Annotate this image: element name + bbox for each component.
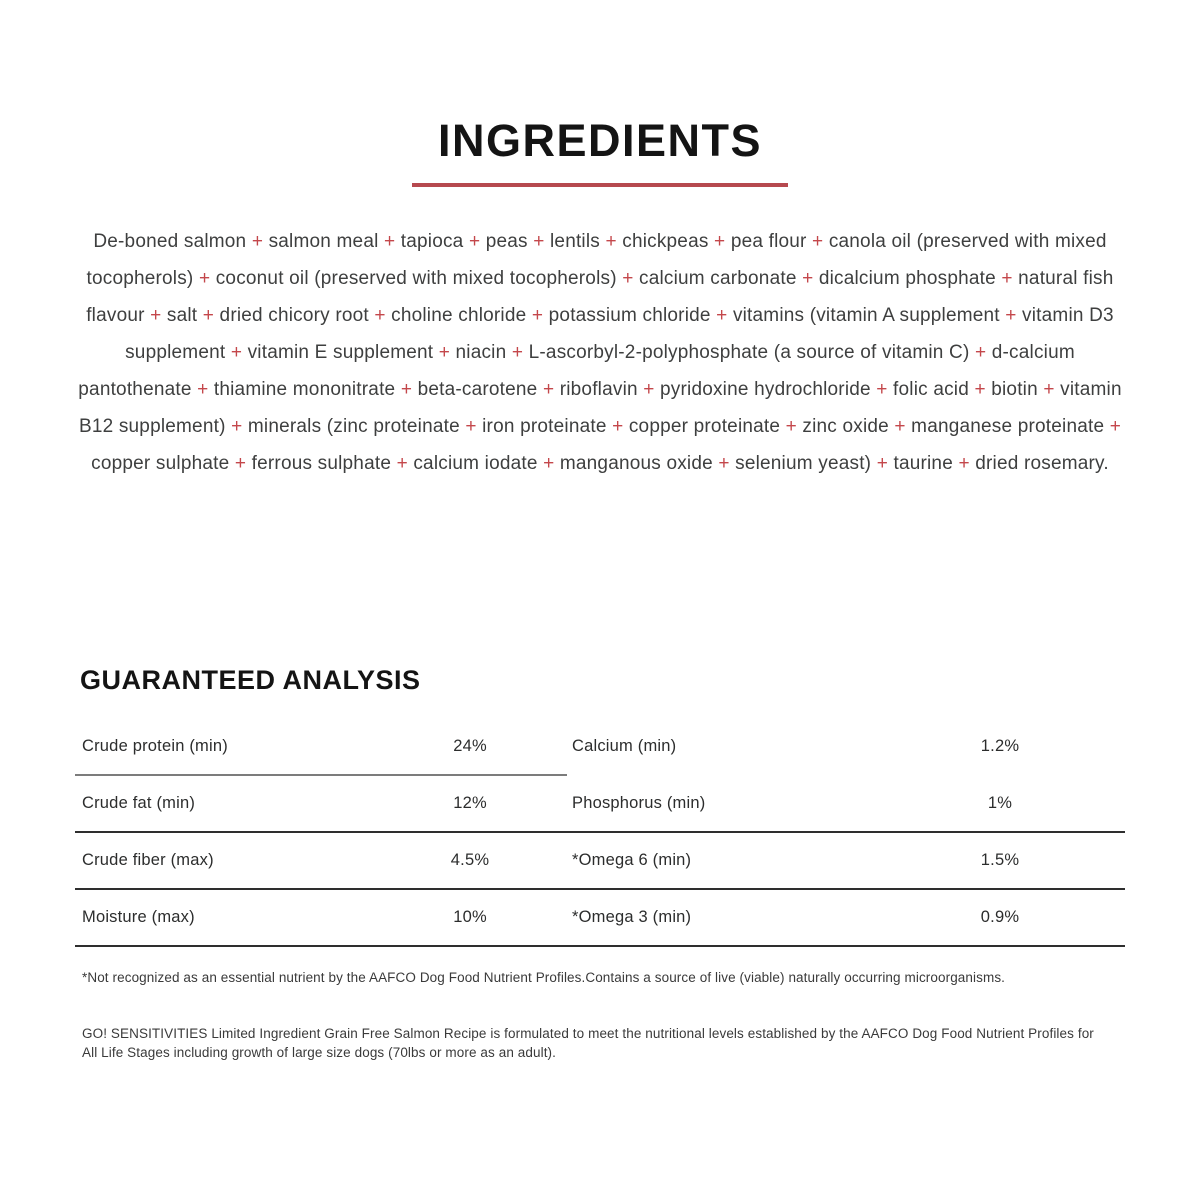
plus-separator: + [542, 379, 555, 400]
nutrient-value: 1.2% [980, 737, 1020, 755]
guaranteed-analysis-table [75, 719, 1125, 947]
plus-separator: + [1043, 379, 1055, 400]
plus-separator: + [612, 416, 624, 437]
ingredient-item: calcium carbonate [639, 268, 797, 289]
plus-separator: + [384, 231, 396, 252]
table-row [75, 719, 1125, 774]
nutrient-value: 1% [987, 794, 1013, 812]
plus-separator: + [230, 342, 243, 363]
plus-separator: + [1001, 268, 1013, 289]
plus-separator: + [622, 268, 634, 289]
ingredient-item: taurine [893, 453, 953, 474]
table-row [75, 890, 1125, 945]
plus-separator: + [438, 342, 451, 363]
table-row [75, 776, 1125, 831]
ingredient-item: chickpeas [622, 231, 709, 252]
ingredient-item: potassium chloride [548, 305, 711, 326]
ingredient-item: niacin [455, 342, 507, 363]
ingredients-title-block [0, 115, 1200, 187]
ingredient-item: thiamine mononitrate [213, 379, 396, 400]
plus-separator: + [396, 453, 408, 474]
ingredient-item: beta-carotene [417, 379, 538, 400]
plus-separator: + [643, 379, 655, 400]
ingredients-paragraph [78, 223, 1122, 482]
ingredient-item: calcium iodate [413, 453, 538, 474]
plus-separator: + [531, 305, 544, 326]
nutrient-label: Crude protein (min) [82, 737, 228, 755]
ingredient-item: De-boned salmon [93, 231, 247, 252]
nutrient-value: 12% [453, 794, 487, 812]
plus-separator: + [251, 231, 264, 252]
nutrient-value: 24% [453, 737, 487, 755]
nutrient-label: Phosphorus (min) [572, 794, 706, 812]
ingredient-item: tapioca [400, 231, 464, 252]
plus-separator: + [894, 416, 906, 437]
ingredient-item: vitamin D3 supplement [125, 305, 1114, 363]
ingredient-item: pyridoxine hydrochloride [660, 379, 871, 400]
ingredient-item: vitamin E supplement [247, 342, 434, 363]
ingredient-item: copper proteinate [628, 416, 781, 437]
aafco-footnote: *Not recognized as an essential nutrient by the AAFCO Dog Food Nutrient Profiles.Contains a source of live (viable) naturally occurring microorganisms. [82, 970, 1006, 985]
ingredient-item: copper sulphate [91, 453, 230, 474]
ingredient-item: dried chicory root [219, 305, 369, 326]
ingredient-item: salt [166, 305, 198, 326]
ingredient-item: minerals (zinc proteinate [247, 416, 460, 437]
plus-separator: + [1005, 305, 1017, 326]
plus-separator: + [605, 231, 617, 252]
ingredient-item: vitamin B12 supplement) [78, 379, 1122, 437]
ingredient-item: selenium yeast) [735, 453, 872, 474]
plus-separator: + [802, 268, 814, 289]
plus-separator: + [150, 305, 162, 326]
nutrient-label: Crude fat (min) [82, 794, 196, 812]
ingredient-item: biotin [991, 379, 1038, 400]
plus-separator: + [876, 379, 888, 400]
plus-separator: + [234, 453, 247, 474]
plus-separator: + [511, 342, 524, 363]
nutrient-label: Crude fiber (max) [82, 851, 214, 869]
ingredient-item: d-calcium pantothenate [78, 342, 1075, 400]
plus-separator: + [716, 305, 728, 326]
ingredient-item: dicalcium phosphate [818, 268, 996, 289]
table-row [75, 833, 1125, 888]
plus-separator: + [202, 305, 215, 326]
ingredient-item: salmon meal [268, 231, 379, 252]
ingredient-item: L-ascorbyl-2-polyphosphate (a source of vitamin C) [528, 342, 970, 363]
ingredient-item: pea flour [730, 231, 807, 252]
ingredient-item: iron proteinate [482, 416, 607, 437]
ingredient-item: choline chloride [391, 305, 527, 326]
ingredient-item: natural fish flavour [86, 268, 1114, 326]
ingredients-section-title: INGREDIENTS [437, 115, 763, 166]
plus-separator: + [533, 231, 545, 252]
plus-separator: + [974, 379, 986, 400]
plus-separator: + [958, 453, 970, 474]
plus-separator: + [468, 231, 481, 252]
plus-separator: + [785, 416, 797, 437]
ingredient-item: manganese proteinate [911, 416, 1105, 437]
plus-separator: + [876, 453, 888, 474]
plus-separator: + [231, 416, 243, 437]
plus-separator: + [543, 453, 555, 474]
plus-separator: + [714, 231, 726, 252]
plus-separator: + [374, 305, 386, 326]
plus-separator: + [812, 231, 824, 252]
ingredient-item: manganous oxide [559, 453, 713, 474]
ingredient-item: peas [485, 231, 528, 252]
ingredient-item: canola oil (preserved with mixed tocopherols) [86, 231, 1107, 289]
plus-separator: + [400, 379, 413, 400]
nutrient-label: Calcium (min) [572, 737, 677, 755]
nutrient-label: *Omega 6 (min) [572, 851, 692, 869]
guaranteed-analysis-heading: GUARANTEED ANALYSIS [80, 665, 421, 695]
ingredient-item: dried rosemary. [975, 453, 1109, 474]
nutrient-value: 4.5% [450, 851, 490, 869]
ingredient-item: vitamins (vitamin A supplement [732, 305, 1000, 326]
nutrient-value: 0.9% [980, 908, 1020, 926]
ingredient-item: coconut oil (preserved with mixed tocopherols) [215, 268, 617, 289]
row-divider [75, 945, 1125, 947]
plus-separator: + [198, 268, 211, 289]
plus-separator: + [1109, 416, 1122, 437]
plus-separator: + [197, 379, 209, 400]
plus-separator: + [465, 416, 477, 437]
ingredient-item: lentils [550, 231, 600, 252]
ingredient-item: riboflavin [559, 379, 638, 400]
ingredient-item: zinc oxide [802, 416, 889, 437]
nutrient-label: *Omega 3 (min) [572, 908, 692, 926]
plus-separator: + [718, 453, 730, 474]
nutrient-label: Moisture (max) [82, 908, 195, 926]
nutrient-value: 10% [453, 908, 487, 926]
nutrient-value: 1.5% [980, 851, 1020, 869]
formulation-statement: GO! SENSITIVITIES Limited Ingredient Grain Free Salmon Recipe is formulated to meet the nutritional levels established by the AAFCO Dog Food Nutrient Profiles for All Life Stages including growth of large size dogs (70lbs or more as an adult). [82, 1026, 1094, 1060]
ingredient-item: ferrous sulphate [251, 453, 392, 474]
red-underline-rule [412, 183, 788, 187]
ingredient-item: folic acid [893, 379, 969, 400]
plus-separator: + [974, 342, 987, 363]
